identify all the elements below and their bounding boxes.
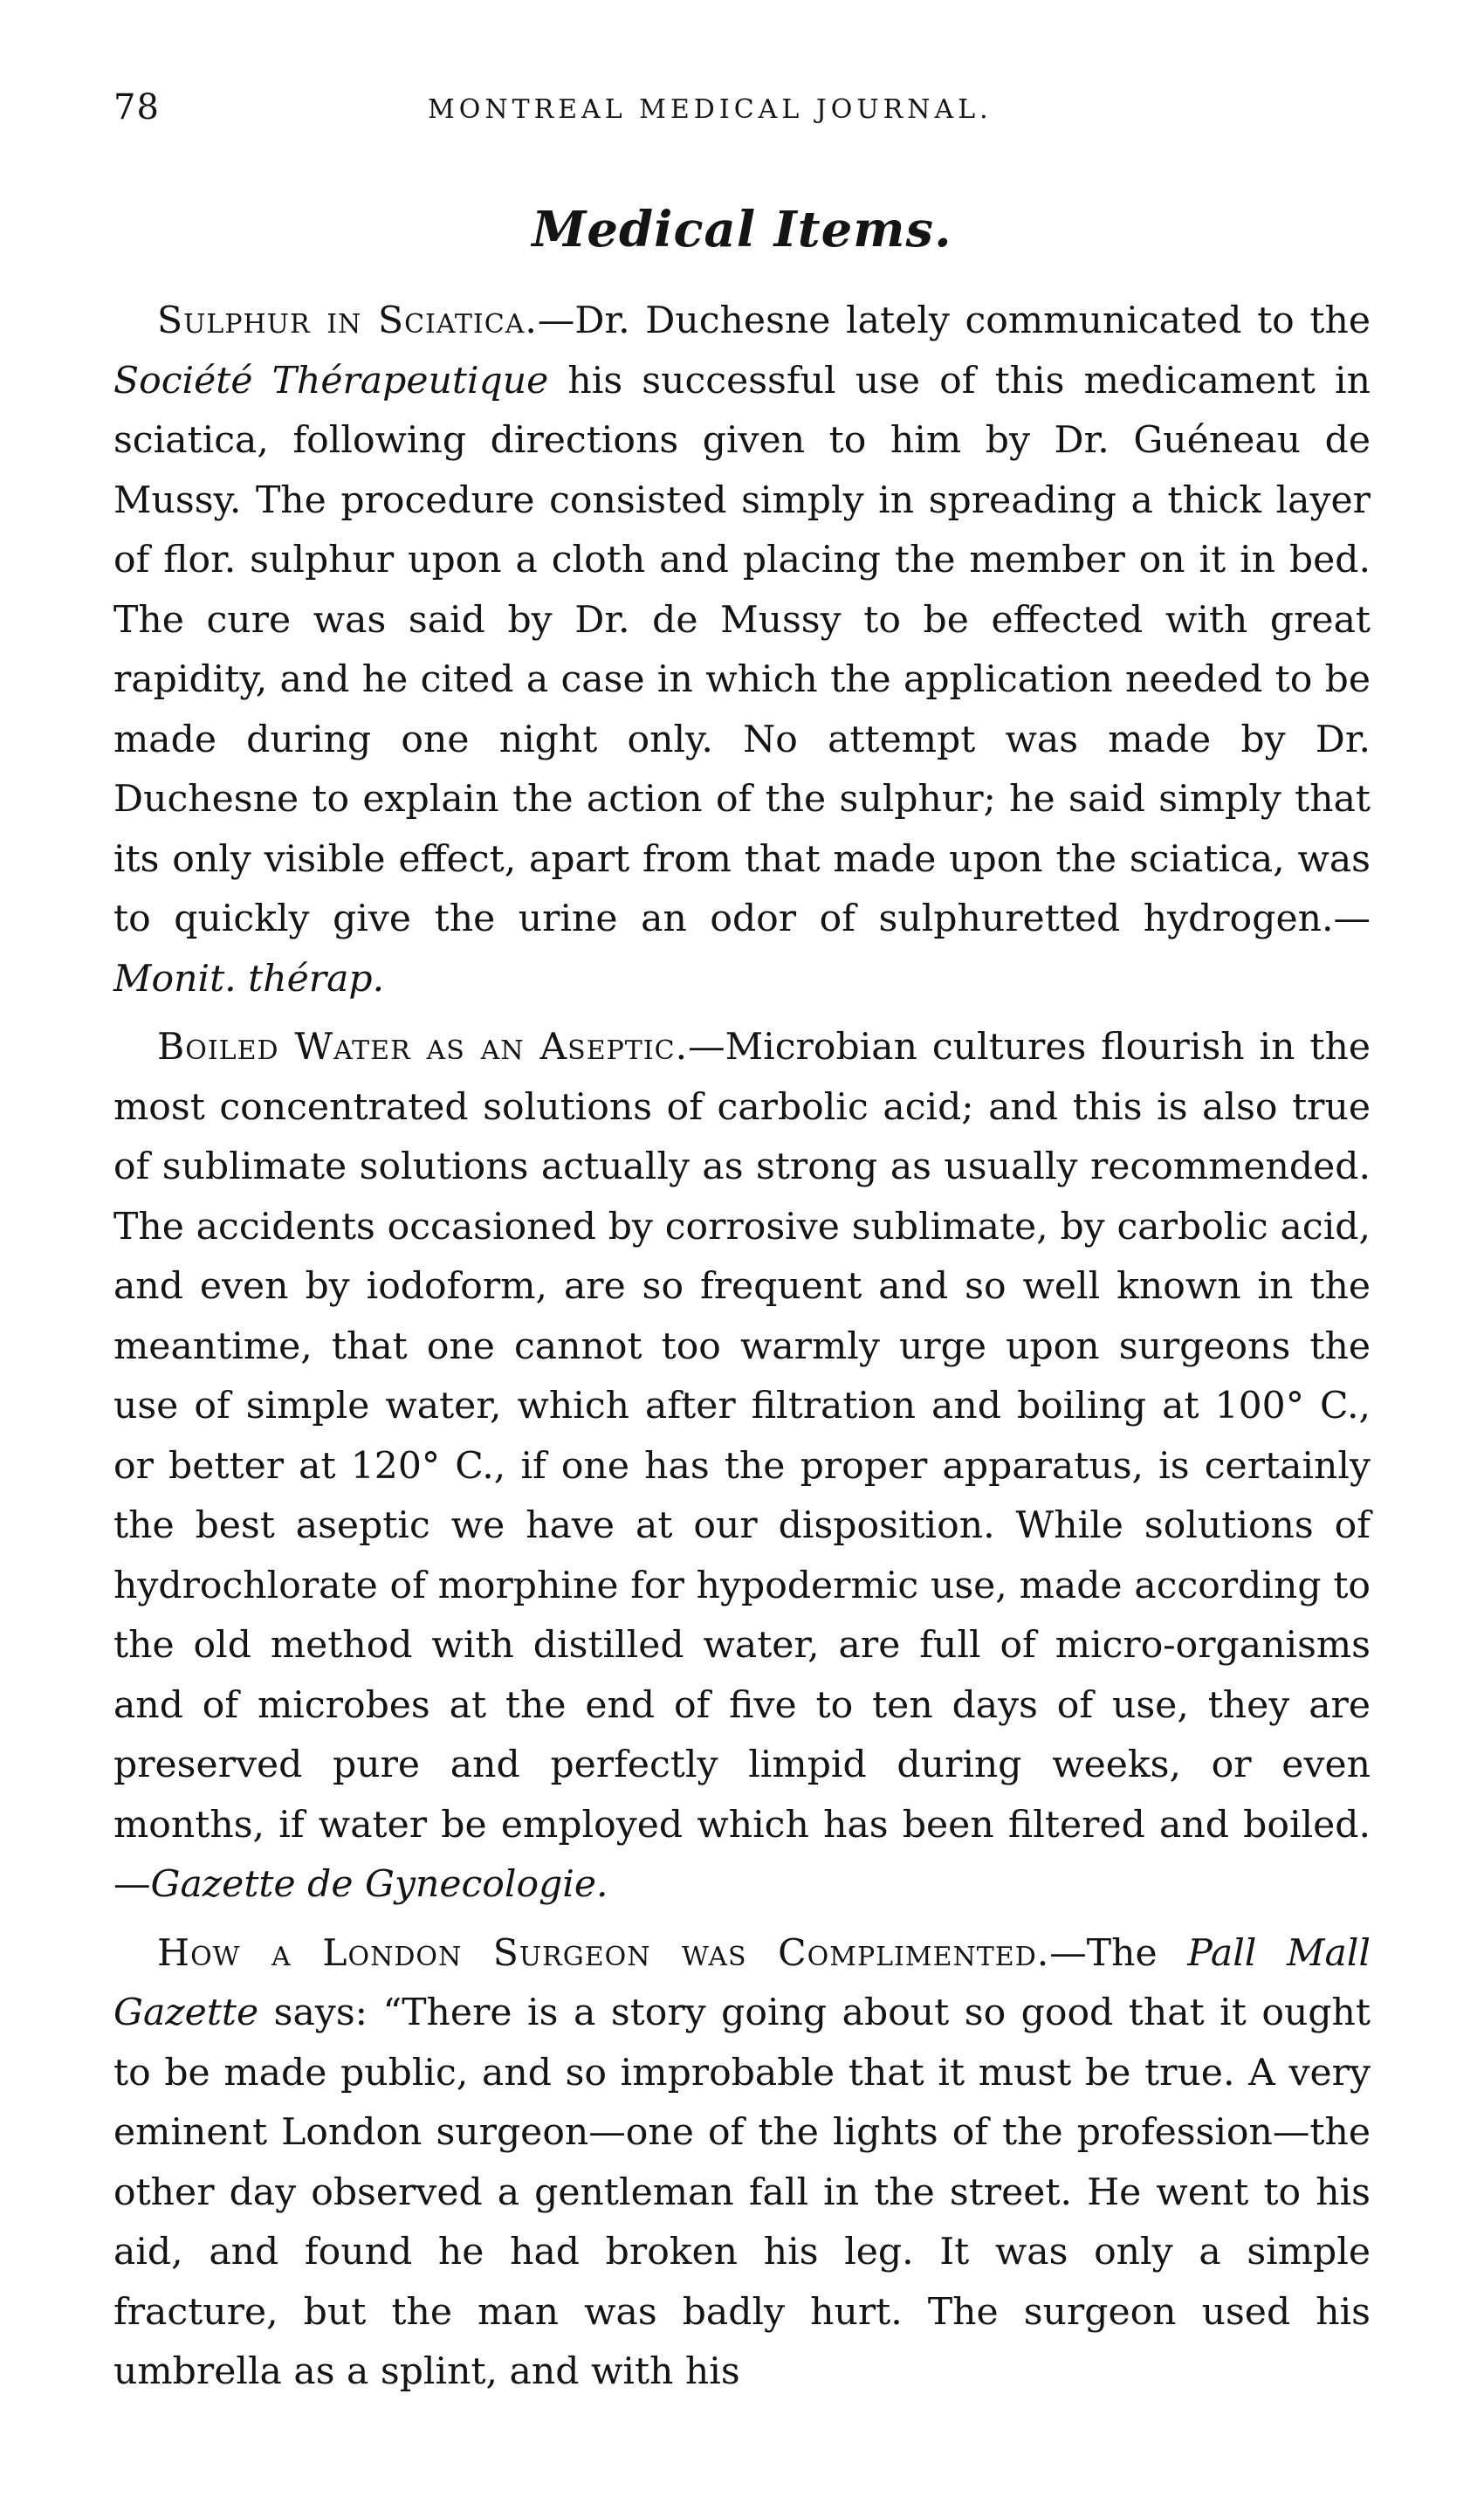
article-citation: Monit. thérap. <box>113 957 385 1001</box>
article-text: says: “There is a story going about so good that it ought to be made public, and so improbable that it must be true. A very eminent London surgeon—one of the lights of the profession—the other day observed a gentleman fall in the street. He went to his aid, and found he had broken his leg. It was only a simple fracture, but the man was badly hurt. The surgeon used his umbrella as a splint, and with his <box>113 1991 1371 2393</box>
article-source-italic: Pall Mall Gazette <box>113 1931 1371 2034</box>
article-heading: Sulphur in Sciatica. <box>157 299 538 342</box>
article-text: —The <box>1049 1931 1188 1975</box>
article-source-italic: Société Thérapeutique <box>113 359 549 402</box>
journal-title: MONTREAL MEDICAL JOURNAL. <box>428 94 993 125</box>
page-number: 78 <box>113 87 160 127</box>
article-text: —Microbian cultures flourish in the most concentrated solutions of carbolic acid; and this is also true of sublimate solutions actually as strong as usually recommended. The accidents occasioned by corrosive sublimate, by carbolic acid, and even by iodoform, are so frequent and so well known in the meantime, that one cannot too warmly urge upon surgeons the use of simple water, which after filtration and boiling at 100° C., or better at 120° C., if one has the proper apparatus, is certainly the best aseptic we have at our disposition. While solutions of hydrochlorate of morphine for hypodermic use, made according to the old method with distilled water, are full of micro-organisms and of microbes at the end of five to ten days of use, they are preserved pure and perfectly limpid during weeks, or even months, if water be employed which has been filtered and boiled.— <box>113 1026 1371 1906</box>
article-sulphur-in-sciatica <box>113 292 1371 1009</box>
article-text: —Dr. Duchesne lately communicated to the <box>537 299 1371 342</box>
article-heading: Boiled Water as an Aseptic. <box>157 1026 689 1069</box>
article-text: his successful use of this medicament in sciatica, following directions given to him by Dr. Guéneau de Mussy. The procedure consisted simply in spreading a thick layer of flor. sulphur upon a cloth and placing the member on it in bed. The cure was said by Dr. de Mussy to be effected with great rapidity, and he cited a case in which the application needed to be made during one night only. No attempt was made by Dr. Duchesne to explain the action of the sulphur; he said simply that its only visible effect, apart from that made upon the sciatica, was to quickly give the urine an odor of sulphuretted hydrogen.— <box>113 359 1371 940</box>
journal-page <box>113 87 1371 2411</box>
running-head <box>113 87 1371 140</box>
article-citation: Gazette de Gynecologie. <box>150 1863 608 1906</box>
article-boiled-water-as-an-aseptic <box>113 1018 1371 1916</box>
article-london-surgeon-complimented <box>113 1924 1371 2403</box>
article-heading: How a London Surgeon was Complimented. <box>157 1931 1050 1975</box>
section-title: Medical Items. <box>532 201 952 258</box>
